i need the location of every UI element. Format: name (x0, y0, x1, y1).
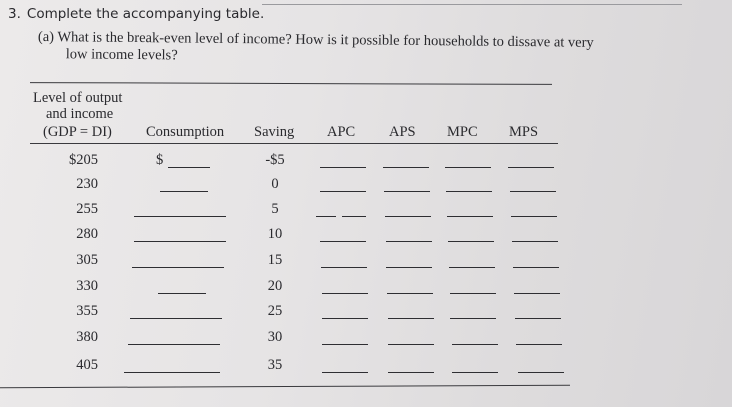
mps-blank[interactable] (515, 318, 561, 319)
mps-blank[interactable] (514, 293, 560, 294)
question-heading (8, 6, 264, 22)
mpc-blank[interactable] (446, 191, 492, 192)
aps-blank[interactable] (388, 372, 434, 373)
answer-line[interactable] (30, 82, 552, 85)
saving-value: 25 (267, 303, 283, 319)
gdp-value: 280 (76, 226, 98, 242)
apc-blank[interactable] (320, 241, 366, 242)
header-apc: APC (327, 124, 356, 140)
consumption-blank[interactable] (132, 267, 224, 268)
mpc-blank[interactable] (449, 267, 495, 268)
header-rule (30, 143, 558, 144)
aps-blank[interactable] (385, 216, 431, 217)
header-aps: APS (389, 124, 416, 140)
aps-blank[interactable] (387, 293, 433, 294)
bottom-rule (0, 385, 570, 388)
apc-blank[interactable] (321, 267, 367, 268)
gdp-value: 380 (76, 329, 98, 345)
saving-value: 30 (267, 329, 283, 345)
saving-value: 10 (267, 226, 283, 242)
part-a-text-line1: What is the break-even level of income? How is it possible for households to dissave at very (57, 29, 594, 51)
gdp-value: 255 (76, 201, 98, 217)
header-mps: MPS (509, 124, 539, 140)
saving-value: 15 (267, 252, 283, 268)
consumption-blank[interactable] (134, 216, 226, 217)
consumption-blank[interactable] (160, 191, 208, 192)
apc-blank[interactable] (316, 216, 336, 217)
question-part-a (38, 29, 718, 70)
aps-blank[interactable] (386, 267, 432, 268)
aps-blank[interactable] (383, 167, 429, 168)
consumption-blank[interactable] (168, 167, 210, 168)
header-consumption: Consumption (146, 124, 225, 140)
apc-blank[interactable] (322, 293, 368, 294)
apc-blank[interactable] (322, 372, 368, 373)
saving-value: 20 (267, 278, 283, 294)
question-number: 3. (8, 6, 21, 22)
apc-blank[interactable] (342, 216, 366, 217)
question-title: Complete the accompanying table. (26, 6, 265, 22)
consumption-blank[interactable] (124, 372, 220, 373)
header-saving: Saving (254, 124, 295, 140)
part-a-text-line2: low income levels? (65, 46, 178, 64)
consumption-blank[interactable] (130, 318, 222, 319)
consumption-prefix: $ (156, 152, 164, 168)
header-gdp-line3: (GDP = DI) (43, 124, 112, 140)
mpc-blank[interactable] (447, 216, 493, 217)
mps-blank[interactable] (510, 191, 556, 192)
saving-value: 0 (271, 176, 279, 192)
gdp-value: 405 (76, 357, 98, 373)
mpc-blank[interactable] (452, 372, 498, 373)
apc-blank[interactable] (320, 191, 366, 192)
aps-blank[interactable] (384, 191, 430, 192)
apc-blank[interactable] (320, 167, 366, 168)
aps-blank[interactable] (388, 344, 434, 345)
consumption-blank[interactable] (134, 241, 226, 242)
header-gdp-line2: and income (46, 106, 114, 122)
gdp-value: 230 (76, 176, 98, 192)
gdp-value: 305 (76, 252, 98, 268)
mpc-blank[interactable] (448, 241, 494, 242)
mpc-blank[interactable] (450, 293, 496, 294)
saving-value: 5 (271, 201, 279, 217)
aps-blank[interactable] (386, 241, 432, 242)
gdp-value: 330 (76, 278, 98, 294)
mps-blank[interactable] (516, 344, 562, 345)
consumption-blank[interactable] (158, 293, 206, 294)
header-gdp-line1: Level of output (33, 90, 123, 106)
mpc-blank[interactable] (452, 344, 498, 345)
mpc-blank[interactable] (450, 318, 496, 319)
gdp-value: $205 (69, 152, 98, 168)
saving-value: -$5 (265, 152, 285, 168)
header-mpc: MPC (447, 124, 478, 140)
mps-blank[interactable] (511, 216, 557, 217)
apc-blank[interactable] (322, 344, 368, 345)
mps-blank[interactable] (512, 241, 558, 242)
aps-blank[interactable] (388, 318, 434, 319)
consumption-blank[interactable] (128, 344, 220, 345)
mpc-blank[interactable] (445, 167, 491, 168)
mps-blank[interactable] (513, 267, 559, 268)
apc-blank[interactable] (322, 318, 368, 319)
part-a-label: (a) (37, 29, 55, 46)
saving-value: 35 (267, 357, 283, 373)
gdp-value: 355 (76, 303, 98, 319)
mps-blank[interactable] (508, 167, 554, 168)
top-divider (262, 4, 682, 5)
mps-blank[interactable] (518, 372, 564, 373)
